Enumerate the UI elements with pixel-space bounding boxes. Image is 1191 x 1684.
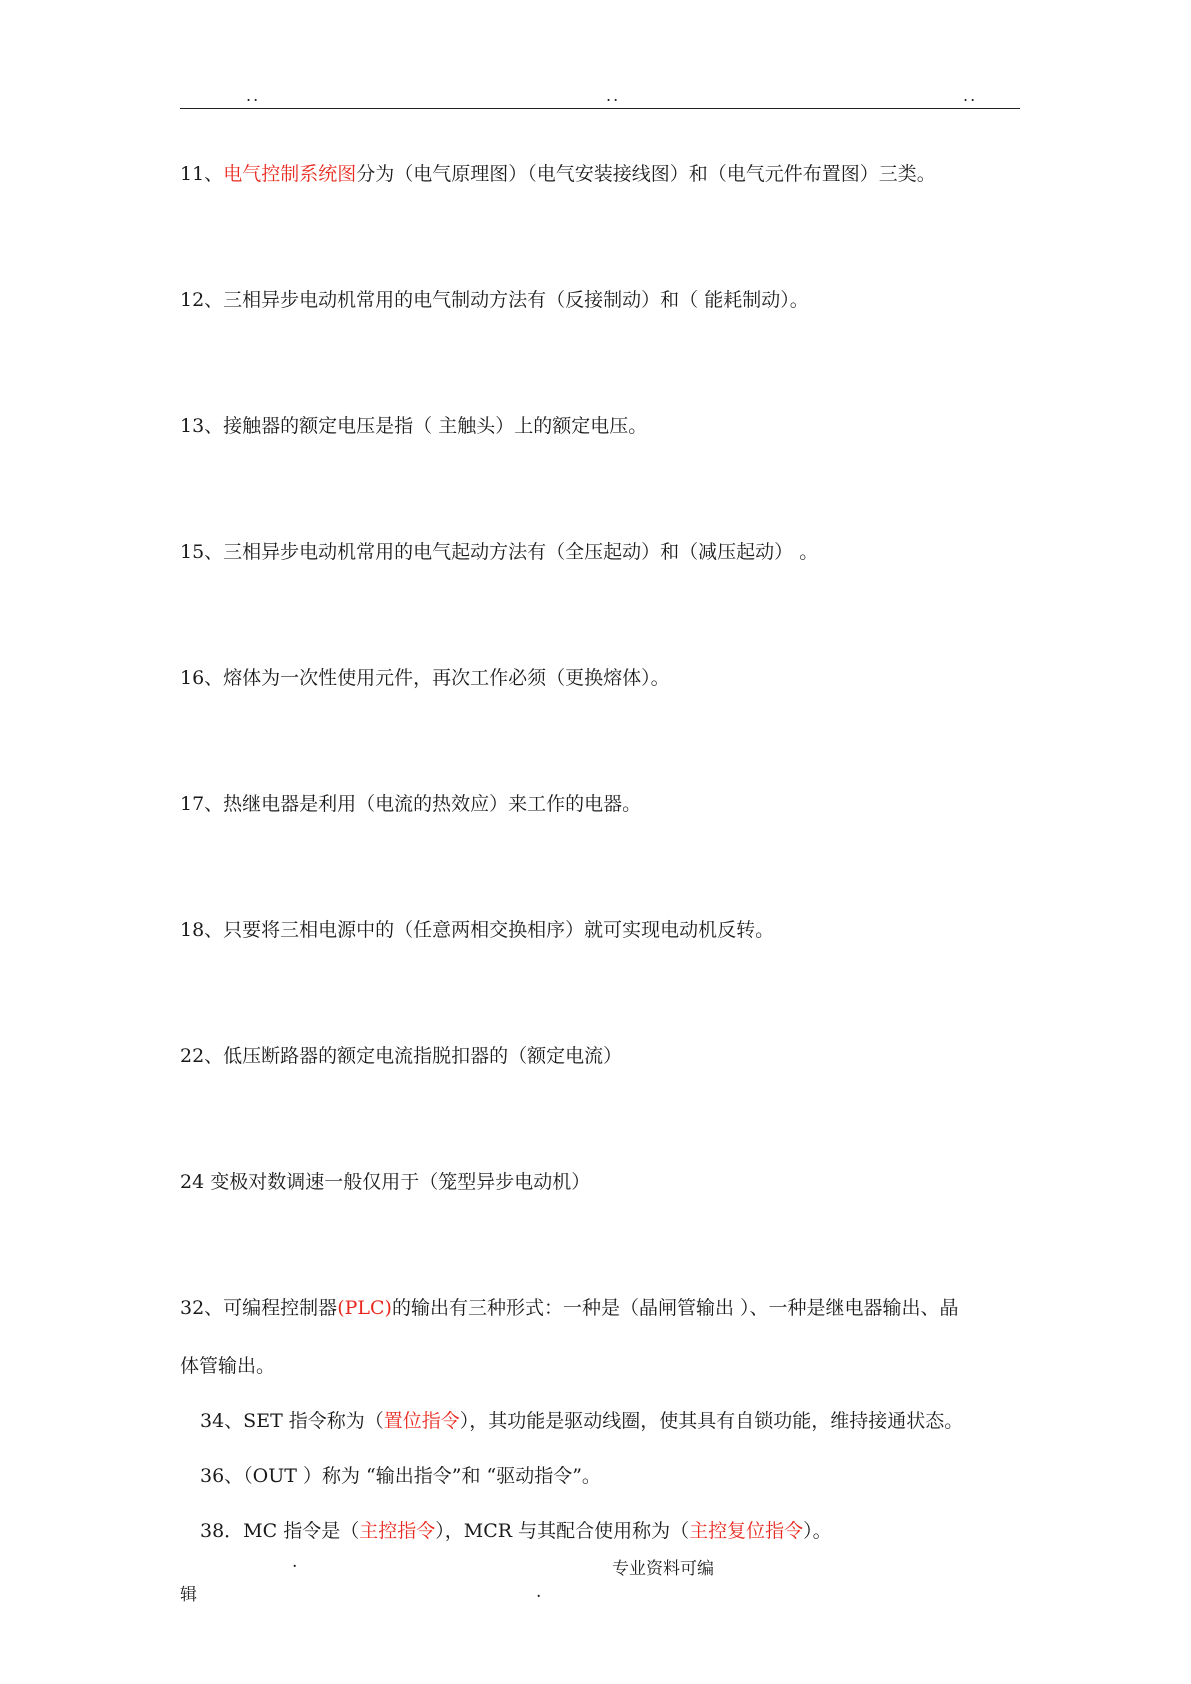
question-text: 34、SET 指令称为（: [200, 1410, 384, 1432]
question-12: 12、三相异步电动机常用的电气制动方法有（反接制动）和（ 能耗制动）。: [180, 289, 809, 311]
question-text: 分为（电气原理图）（电气安装接线图）和（电气元件布置图）三类。: [356, 163, 936, 185]
footer-text-continued: 辑: [180, 1585, 197, 1605]
question-32-continuation: 体管输出。: [180, 1355, 276, 1377]
question-32: [180, 1294, 959, 1322]
question-16: 16、熔体为一次性使用元件，再次工作必须（更换熔体）。: [180, 667, 670, 689]
highlighted-term: 电气控制系统图: [223, 163, 357, 185]
question-number: 11、: [180, 163, 224, 185]
footer-dot: .: [536, 1582, 542, 1602]
footer-dot: .: [292, 1552, 298, 1572]
question-text: ）。: [803, 1520, 832, 1542]
question-34: [200, 1407, 963, 1435]
question-11: [180, 160, 936, 188]
question-36: 36、（OUT ）称为 “输出指令”和 “驱动指令”。: [200, 1465, 601, 1487]
header-dots-left: ..: [246, 86, 261, 105]
question-text: 32、可编程控制器: [180, 1297, 338, 1319]
header-dots-center: ..: [606, 86, 621, 105]
question-text: 的输出有三种形式：一种是（晶闸管输出 ）、一种是继电器输出、晶: [391, 1297, 959, 1319]
highlighted-term: (PLC): [337, 1297, 392, 1319]
question-18: 18、只要将三相电源中的（任意两相交换相序）就可实现电动机反转。: [180, 919, 775, 941]
question-text: 38．MC 指令是（: [200, 1520, 360, 1542]
highlighted-answer: 主控复位指令: [689, 1520, 804, 1542]
footer-text: 专业资料可编: [612, 1559, 714, 1579]
question-13: 13、接触器的额定电压是指（ 主触头）上的额定电压。: [180, 415, 648, 437]
header-rule: [180, 108, 1020, 109]
question-15: 15、三相异步电动机常用的电气起动方法有（全压起动）和（减压起动） 。: [180, 541, 819, 563]
question-22: 22、低压断路器的额定电流指脱扣器的（额定电流）: [180, 1045, 623, 1067]
highlighted-answer: 主控指令: [359, 1520, 436, 1542]
question-24: 24 变极对数调速一般仅用于（笼型异步电动机）: [180, 1171, 591, 1193]
question-text: ），其功能是驱动线圈，使其具有自锁功能，维持接通状态。: [459, 1410, 964, 1432]
header-dots-right: ..: [963, 86, 978, 105]
question-38: [200, 1517, 832, 1545]
question-text: ），MCR 与其配合使用称为（: [435, 1520, 690, 1542]
question-17: 17、热继电器是利用（电流的热效应）来工作的电器。: [180, 793, 642, 815]
highlighted-answer: 置位指令: [383, 1410, 460, 1432]
